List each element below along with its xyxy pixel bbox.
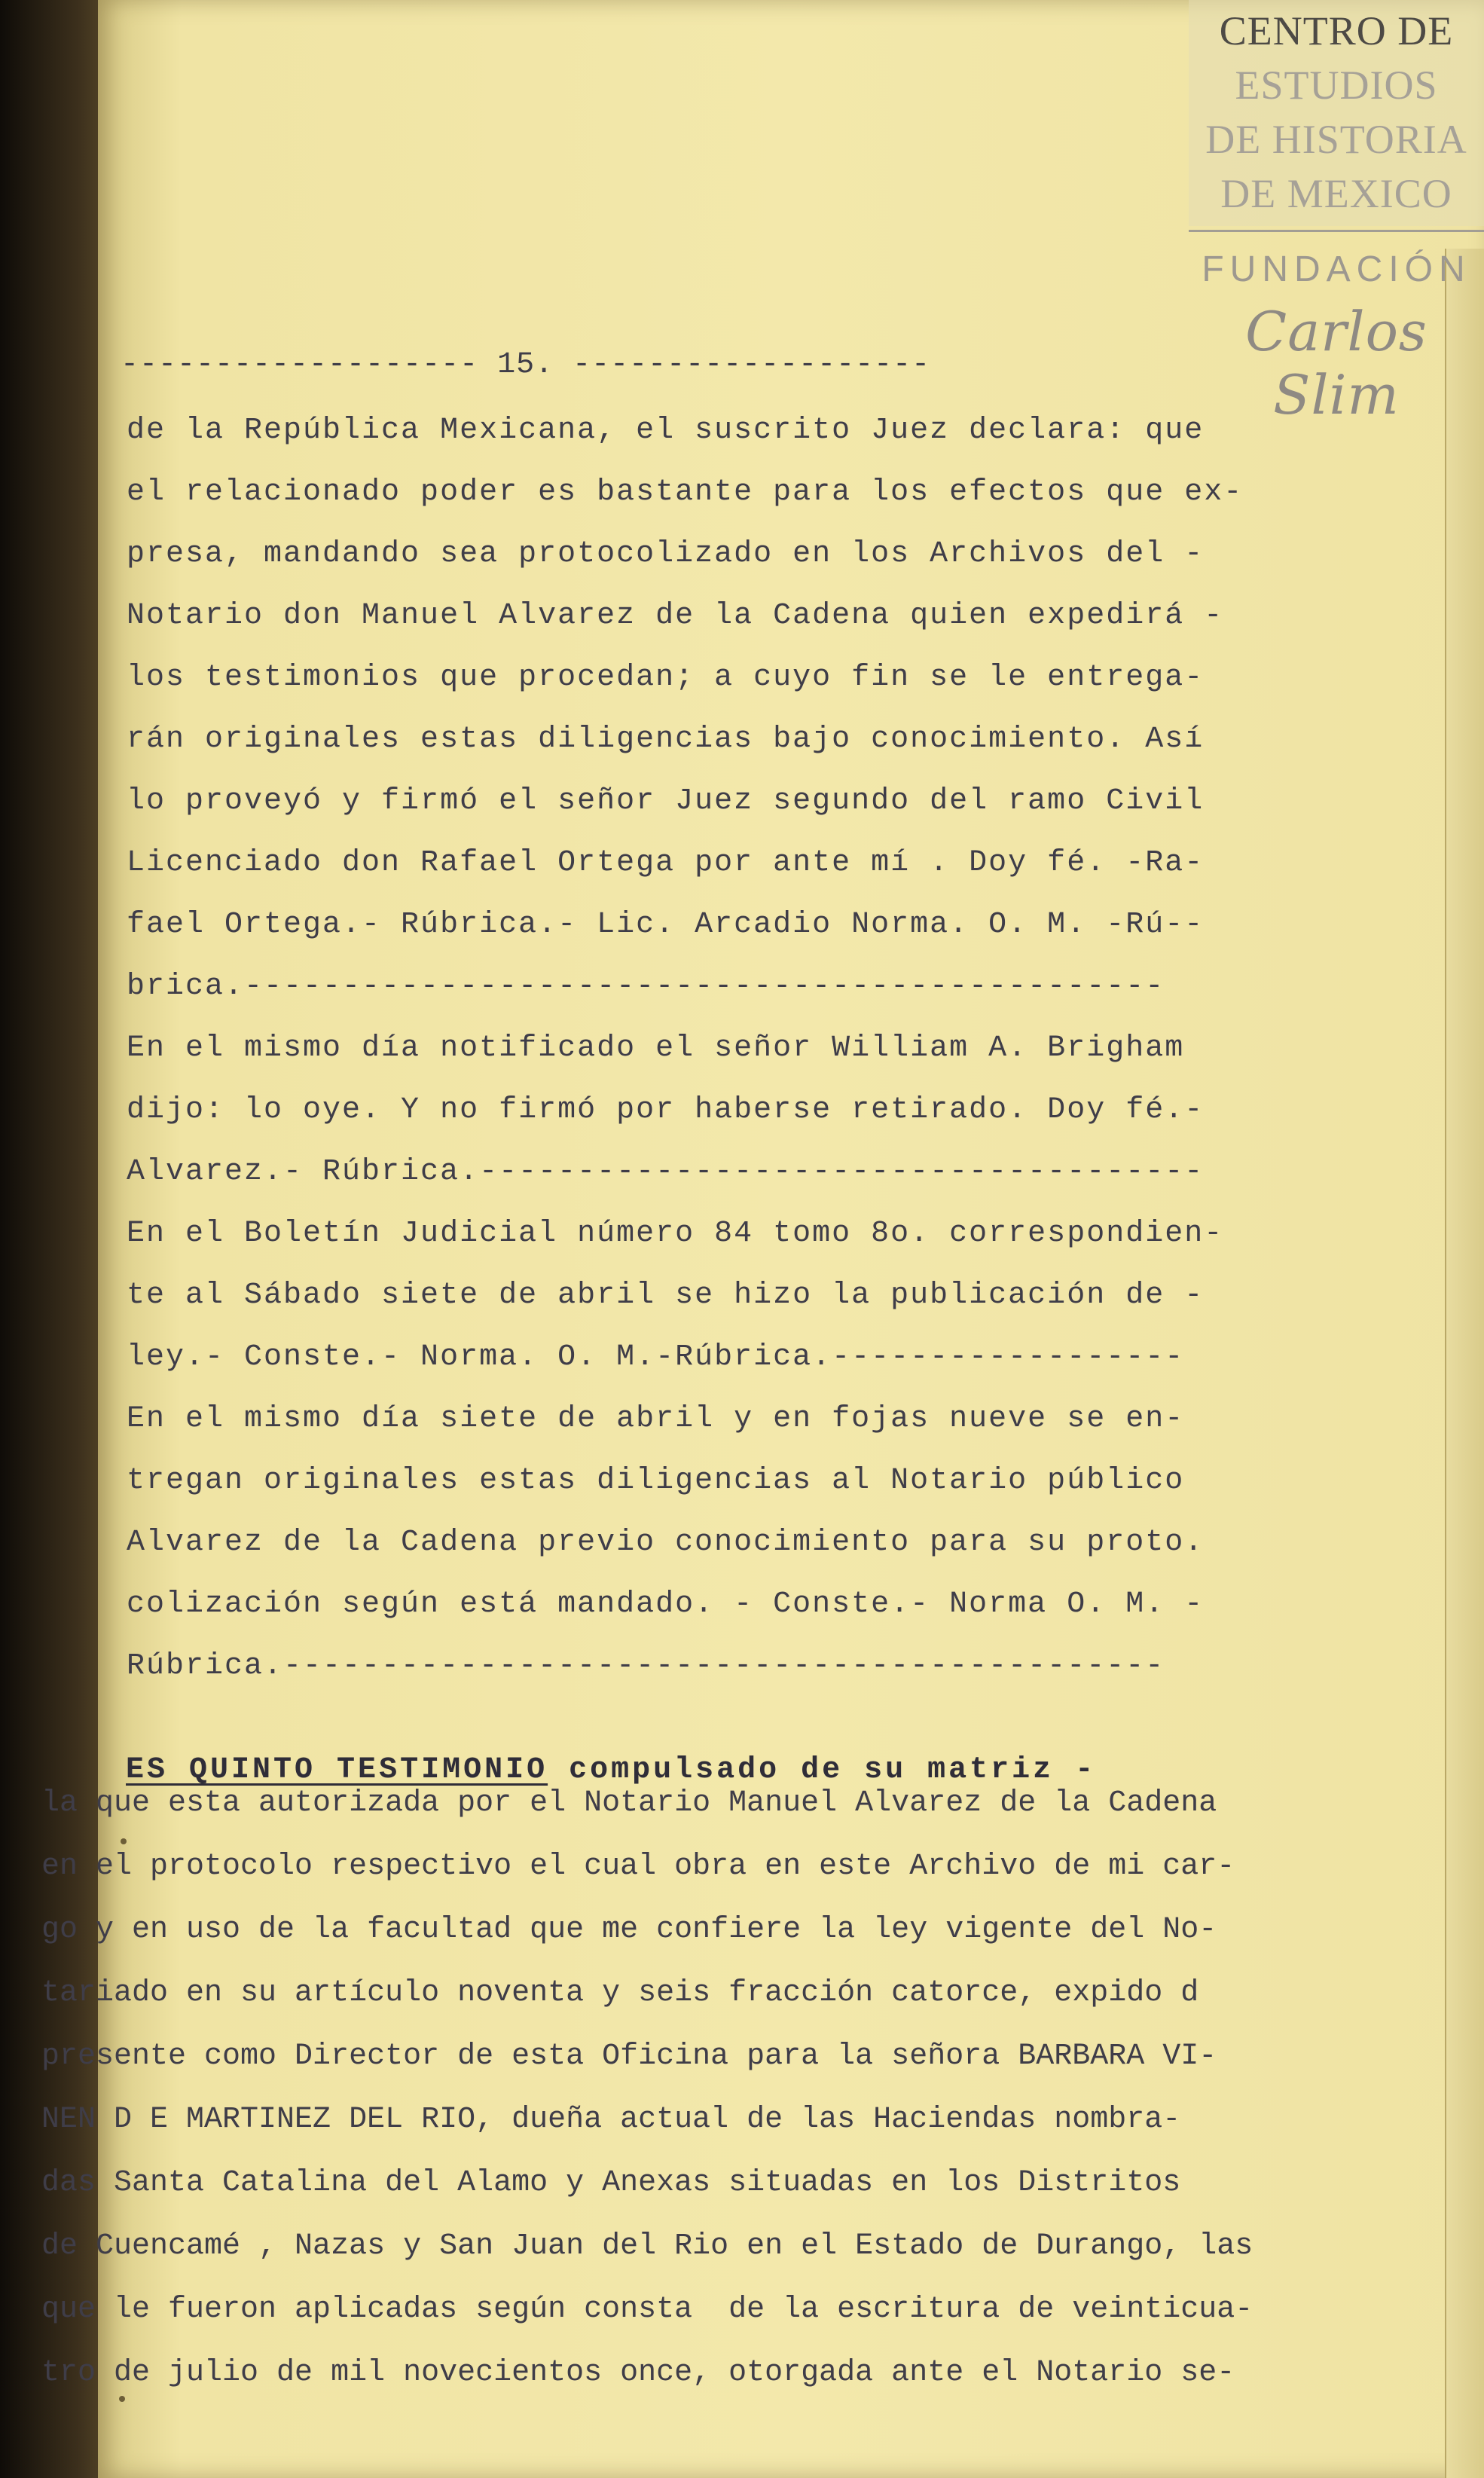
text-line: das Santa Catalina del Alamo y Anexas situadas en los Distritos	[41, 2166, 1181, 2200]
section-heading-title: ES QUINTO TESTIMONIO	[126, 1753, 548, 1787]
stamp-signature: Carlos Slim	[1245, 300, 1428, 426]
text-line: los testimonios que procedan; a cuyo fin se le entrega-	[127, 661, 1205, 695]
stamp-line-2: ESTUDIOS	[1235, 63, 1438, 108]
text-line: tregan originales estas diligencias al Notario público	[127, 1464, 1185, 1498]
text-line: Alvarez de la Cadena previo conocimiento para su proto.	[127, 1526, 1205, 1560]
page-edge	[1445, 249, 1484, 2478]
text-line: go y en uso de la facultad que me confiere la ley vigente del No-	[41, 1913, 1217, 1947]
text-line: Notario don Manuel Alvarez de la Cadena quien expedirá -	[127, 599, 1224, 633]
binding-hole	[119, 2396, 125, 2402]
text-line: Licenciado don Rafael Ortega por ante mí . Doy fé. -Ra-	[127, 846, 1205, 880]
text-line: brica.-----------------------------------------------	[127, 970, 1165, 1004]
text-line: el relacionado poder es bastante para los efectos que ex-	[127, 475, 1244, 509]
text-line: Alvarez.- Rúbrica.-------------------------------------	[127, 1155, 1205, 1189]
text-line: En el mismo día siete de abril y en fojas nueve se en-	[127, 1402, 1185, 1436]
text-line: lo proveyó y firmó el señor Juez segundo del ramo Civil	[127, 784, 1205, 818]
text-line: la que esta autorizada por el Notario Manuel Alvarez de la Cadena	[41, 1786, 1217, 1820]
section-heading-rest: compulsado de su matriz -	[548, 1753, 1097, 1787]
stamp-fundacion: FUNDACIÓN	[1202, 249, 1471, 289]
stamp-line-1: CENTRO DE	[1219, 8, 1454, 53]
text-line: colización según está mandado. - Conste.- Norma O. M. -	[127, 1587, 1205, 1621]
archive-stamp	[1189, 0, 1484, 426]
binding-hole	[121, 1838, 127, 1844]
text-line: tro de julio de mil novecientos once, otorgada ante el Notario se-	[41, 2356, 1235, 2390]
text-line: te al Sábado siete de abril se hizo la publicación de -	[127, 1279, 1205, 1312]
text-line: de la República Mexicana, el suscrito Juez declara: que	[127, 414, 1205, 448]
text-line: En el Boletín Judicial número 84 tomo 8o. correspondien-	[127, 1217, 1224, 1251]
page-header: ------------------- 15. -------------------	[121, 348, 931, 382]
text-line: en el protocolo respectivo el cual obra en este Archivo de mi car-	[41, 1850, 1235, 1884]
text-line: NEN D E MARTINEZ DEL RIO, dueña actual de las Haciendas nombra-	[41, 2103, 1181, 2137]
stamp-line-3: DE HISTORIA	[1205, 117, 1467, 162]
text-line: Rúbrica.---------------------------------------------	[127, 1649, 1165, 1683]
text-line: fael Ortega.- Rúbrica.- Lic. Arcadio Norma. O. M. -Rú--	[127, 908, 1205, 942]
stamp-divider	[1189, 230, 1484, 232]
text-line: tariado en su artículo noventa y seis fracción catorce, expido d	[41, 1976, 1199, 2010]
stamp-line-4: DE MEXICO	[1220, 171, 1452, 216]
text-line: que le fueron aplicadas según consta de la escritura de veinticua-	[41, 2293, 1253, 2327]
text-line: presa, mandando sea protocolizado en los Archivos del -	[127, 537, 1205, 571]
text-line: dijo: lo oye. Y no firmó por haberse retirado. Doy fé.-	[127, 1093, 1205, 1127]
text-line: de Cuencamé , Nazas y San Juan del Rio en el Estado de Durango, las	[41, 2229, 1253, 2263]
text-line: rán originales estas diligencias bajo conocimiento. Así	[127, 723, 1205, 756]
text-line: En el mismo día notificado el señor William A. Brigham	[127, 1031, 1185, 1065]
text-line: ley.- Conste.- Norma. O. M.-Rúbrica.------------------	[127, 1340, 1185, 1374]
text-line: presente como Director de esta Oficina para la señora BARBARA VI-	[41, 2040, 1217, 2073]
